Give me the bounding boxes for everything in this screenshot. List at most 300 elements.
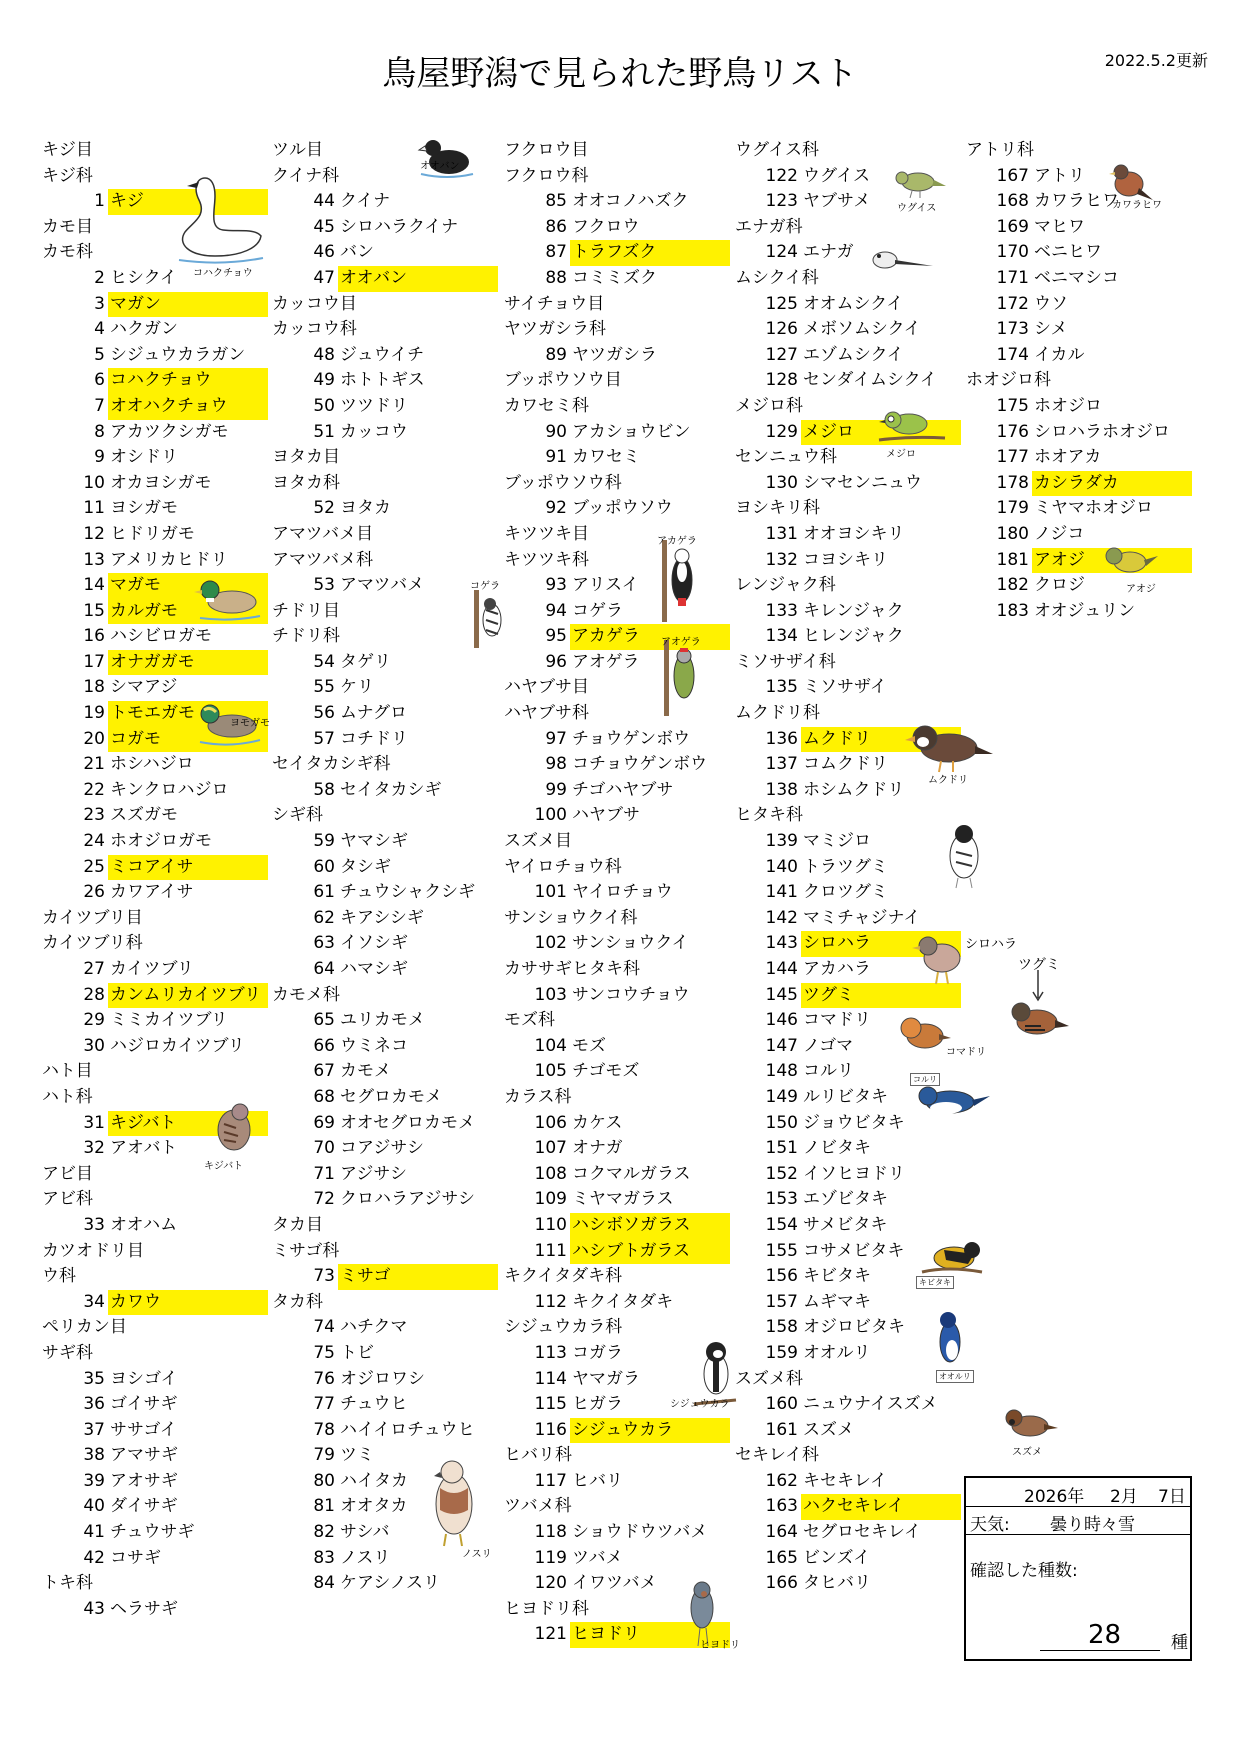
- order-heading: アマツバメ目: [272, 523, 374, 544]
- species-name: ノジコ: [1034, 523, 1085, 544]
- species-name: コヨシキリ: [803, 549, 888, 570]
- species-number: 103: [534, 984, 567, 1005]
- species-number: 172: [996, 293, 1029, 314]
- species-name: コガラ: [572, 1342, 623, 1363]
- family-heading: サンショウクイ科: [504, 907, 638, 928]
- species-number: 145: [765, 984, 798, 1005]
- species-row: [733, 471, 961, 497]
- species-name: バン: [340, 242, 374, 263]
- species-row: [270, 1008, 498, 1034]
- species-name: ヨシガモ: [110, 498, 178, 519]
- species-name: キジバト: [108, 1111, 268, 1137]
- species-row: [270, 880, 498, 906]
- species-row: [270, 957, 498, 983]
- species-row: [40, 1213, 268, 1239]
- species-name: ハイタカ: [340, 1470, 408, 1491]
- species-name: ヒシクイ: [110, 267, 177, 288]
- species-row: [502, 1111, 730, 1137]
- species-number: 169: [996, 216, 1029, 237]
- species-number: 105: [534, 1061, 567, 1082]
- species-name: オオコノハズク: [572, 191, 689, 212]
- species-name: コサメビタキ: [803, 1240, 905, 1261]
- order-heading: ツル目: [272, 140, 323, 160]
- species-row: [733, 880, 961, 906]
- species-row: [40, 880, 268, 906]
- family-heading: タカ科: [272, 1291, 323, 1312]
- species-number: 162: [765, 1470, 798, 1491]
- species-name: クロハラアジサシ: [340, 1189, 475, 1210]
- species-row: [40, 343, 268, 369]
- species-number: 73: [313, 1266, 335, 1287]
- species-name: マガン: [108, 292, 268, 318]
- family-heading: ツバメ科: [504, 1496, 572, 1517]
- species-row: [964, 266, 1192, 292]
- species-name: アオジ: [1032, 548, 1192, 574]
- weather-value: 曇り時々雪: [1050, 1515, 1135, 1535]
- species-number: 10: [83, 472, 105, 493]
- species-row: [270, 420, 498, 446]
- species-row: [40, 957, 268, 983]
- species-number: 93: [545, 575, 567, 596]
- species-name: ヤマシギ: [340, 831, 408, 852]
- species-number: 121: [534, 1624, 567, 1645]
- family-heading: カモ科: [42, 242, 93, 263]
- family-heading: センニュウ科: [735, 447, 837, 468]
- observation-date: [966, 1480, 1190, 1507]
- species-row: [733, 624, 961, 650]
- species-number: 130: [765, 472, 798, 493]
- weather-label: 天気:: [970, 1515, 1010, 1535]
- species-name: ハチクマ: [340, 1317, 408, 1338]
- order-heading: ハヤブサ目: [504, 677, 589, 698]
- family-heading: シギ科: [272, 805, 323, 826]
- list-column-3: [502, 138, 730, 1648]
- species-row: [502, 445, 730, 471]
- species-row: [40, 394, 268, 420]
- species-number: 163: [765, 1496, 798, 1517]
- species-number: 65: [313, 1010, 335, 1031]
- species-number: 8: [94, 421, 105, 442]
- great-spotted-woodpecker-label: アカゲラ: [657, 536, 697, 547]
- species-name: ユリカモメ: [340, 1010, 425, 1031]
- family-heading: スズメ科: [735, 1368, 803, 1389]
- species-name: オオルリ: [803, 1342, 871, 1363]
- species-number: 144: [765, 959, 798, 979]
- species-name: コガモ: [108, 727, 268, 753]
- species-name: ルリビタキ: [803, 1086, 888, 1107]
- species-row: [964, 317, 1192, 343]
- species-number: 87: [545, 242, 567, 263]
- species-name: ウミネコ: [340, 1035, 408, 1056]
- species-name: ミヤマホオジロ: [1034, 498, 1153, 519]
- species-name: タシギ: [340, 856, 391, 877]
- updated-date: 2022.5.2更新: [1104, 51, 1208, 70]
- species-name: ハマシギ: [340, 959, 408, 979]
- family-heading: ヒタキ科: [735, 805, 803, 826]
- species-number: 36: [83, 1394, 105, 1415]
- species-name: ゴイサギ: [110, 1394, 178, 1415]
- thrush-black-illustration: [942, 822, 986, 890]
- species-name: カシラダカ: [1032, 471, 1192, 497]
- species-row: [733, 317, 961, 343]
- weather-row: [966, 1506, 1190, 1535]
- species-row: [502, 803, 730, 829]
- species-name: マヒワ: [1034, 216, 1085, 237]
- species-number: 40: [83, 1496, 105, 1517]
- species-name: ウグイス: [803, 165, 870, 186]
- blue-flycatcher-label: オオルリ: [936, 1370, 974, 1383]
- species-number: 122: [765, 165, 798, 186]
- species-name: ヨシゴイ: [110, 1368, 178, 1389]
- species-number: 152: [765, 1163, 798, 1184]
- species-number: 112: [534, 1291, 567, 1312]
- species-name: オオタカ: [340, 1496, 408, 1517]
- species-row: [733, 599, 961, 625]
- species-number: 114: [534, 1368, 567, 1389]
- order-heading: フクロウ目: [504, 140, 589, 160]
- species-row: [502, 1520, 730, 1546]
- order-heading: キツツキ目: [504, 523, 589, 544]
- species-number: 31: [83, 1112, 105, 1133]
- species-number: 71: [313, 1163, 335, 1184]
- species-row: [40, 1290, 268, 1316]
- species-name: ヤツガシラ: [572, 344, 657, 365]
- family-heading: ヒバリ科: [504, 1445, 572, 1466]
- species-number: 34: [83, 1291, 105, 1312]
- species-name: シロハラ: [801, 931, 961, 957]
- order-heading: タカ目: [272, 1214, 323, 1235]
- species-number: 22: [83, 779, 105, 800]
- species-row: [733, 368, 961, 394]
- species-number: 127: [765, 344, 798, 365]
- species-row: [270, 906, 498, 932]
- species-number: 150: [765, 1112, 798, 1133]
- species-row: [502, 189, 730, 215]
- species-row: [40, 1008, 268, 1034]
- species-row: [733, 1469, 961, 1495]
- species-row: [733, 1341, 961, 1367]
- species-name: エゾムシクイ: [803, 344, 904, 365]
- species-name: ニュウナイスズメ: [803, 1394, 938, 1415]
- turtle-dove-label: キジバト: [204, 1161, 243, 1172]
- species-number: 72: [313, 1189, 335, 1210]
- species-row: [40, 803, 268, 829]
- species-name: ダイサギ: [110, 1496, 178, 1517]
- species-name: アリスイ: [572, 575, 639, 596]
- species-name: ベニヒワ: [1034, 242, 1102, 263]
- species-name: オシドリ: [110, 447, 178, 468]
- species-number: 99: [545, 779, 567, 800]
- species-number: 111: [534, 1240, 567, 1261]
- species-row: [733, 1520, 961, 1546]
- species-name: ホシハジロ: [110, 754, 194, 775]
- species-number: 4: [94, 319, 105, 340]
- observation-year: 2026年: [1024, 1487, 1085, 1507]
- species-name: アマツバメ: [340, 575, 425, 596]
- species-number: 79: [313, 1445, 335, 1466]
- species-name: サンショウクイ: [572, 933, 689, 954]
- species-row: [40, 496, 268, 522]
- order-heading: カツオドリ目: [42, 1240, 144, 1261]
- swan-illustration: [175, 170, 267, 270]
- family-heading: ウ科: [42, 1266, 76, 1287]
- species-number: 18: [83, 677, 105, 698]
- family-heading: トキ科: [42, 1573, 93, 1594]
- coot-illustration: [415, 132, 477, 180]
- species-name: キセキレイ: [803, 1470, 887, 1491]
- pygmy-woodpecker-label: コゲラ: [470, 581, 500, 592]
- list-column-1: [40, 138, 268, 1622]
- species-row: [733, 1392, 961, 1418]
- list-column-4: [733, 138, 961, 1597]
- species-number: 171: [996, 267, 1029, 288]
- species-name: キアシシギ: [340, 907, 424, 928]
- species-number: 175: [996, 395, 1029, 416]
- species-row: [270, 778, 498, 804]
- species-row: [964, 215, 1192, 241]
- species-number: 88: [545, 267, 567, 288]
- species-name: ハイイロチュウヒ: [340, 1419, 475, 1440]
- order-heading: ヨタカ目: [272, 447, 340, 468]
- species-row: [40, 1469, 268, 1495]
- species-number: 59: [313, 831, 335, 852]
- species-name: オオジュリン: [1034, 600, 1136, 621]
- species-name: オジロワシ: [340, 1368, 425, 1389]
- species-name: サンコウチョウ: [572, 984, 690, 1005]
- species-name: ムナグロ: [340, 703, 407, 724]
- species-number: 76: [313, 1368, 335, 1389]
- species-name: セグロセキレイ: [803, 1522, 921, 1543]
- species-name: アオバト: [110, 1138, 178, 1159]
- species-name: カッコウ: [340, 421, 408, 442]
- species-name: イワツバメ: [572, 1573, 657, 1594]
- species-name: オジロビタキ: [803, 1317, 905, 1338]
- species-number: 165: [765, 1547, 798, 1568]
- species-row: [733, 1546, 961, 1572]
- species-name: キレンジャク: [803, 600, 904, 621]
- species-name: コミミズク: [572, 267, 657, 288]
- white-eye-illustration: [875, 404, 947, 446]
- family-heading: クイナ科: [272, 165, 340, 186]
- sparrow-label: スズメ: [1012, 1447, 1042, 1458]
- species-row: [40, 624, 268, 650]
- species-number: 113: [534, 1342, 567, 1363]
- species-row: [502, 266, 730, 292]
- species-number: 32: [83, 1138, 105, 1159]
- family-heading: シジュウカラ科: [504, 1317, 623, 1338]
- species-number: 78: [313, 1419, 335, 1440]
- species-name: トビ: [340, 1342, 374, 1363]
- species-number: 50: [313, 395, 335, 416]
- species-row: [964, 343, 1192, 369]
- species-row: [40, 1546, 268, 1572]
- starling-illustration: [905, 718, 995, 778]
- species-name: コサギ: [110, 1547, 161, 1568]
- species-name: ミミカイツブリ: [110, 1010, 228, 1031]
- species-row: [502, 1290, 730, 1316]
- species-row: [502, 1136, 730, 1162]
- count-unit: 種: [1171, 1633, 1188, 1653]
- species-row: [502, 727, 730, 753]
- species-row: [733, 343, 961, 369]
- species-number: 7: [94, 395, 105, 416]
- species-row: [270, 1367, 498, 1393]
- species-row: [733, 548, 961, 574]
- species-row: [40, 1367, 268, 1393]
- species-number: 128: [765, 370, 798, 391]
- species-name: ツミ: [340, 1445, 374, 1466]
- species-name: シマセンニュウ: [803, 472, 922, 493]
- baikal-teal-label: ヨモガモ: [230, 718, 270, 729]
- species-number: 51: [313, 421, 335, 442]
- species-number: 58: [313, 779, 335, 800]
- species-row: [270, 189, 498, 215]
- species-name: チュウサギ: [110, 1522, 195, 1543]
- species-number: 11: [83, 498, 105, 519]
- species-row: [502, 880, 730, 906]
- species-number: 77: [313, 1394, 335, 1415]
- species-number: 44: [313, 191, 335, 212]
- species-name: オオヨシキリ: [803, 523, 905, 544]
- species-number: 12: [83, 523, 105, 544]
- starling-label: ムクドリ: [928, 775, 968, 786]
- species-row: [733, 855, 961, 881]
- greenfinch-label: カワラヒワ: [1112, 200, 1162, 211]
- species-name: クロジ: [1034, 575, 1085, 596]
- family-heading: カモ目: [42, 216, 93, 237]
- species-row: [270, 343, 498, 369]
- species-number: 61: [313, 882, 335, 903]
- species-row: [40, 420, 268, 446]
- species-number: 173: [996, 319, 1029, 340]
- species-number: 126: [765, 319, 798, 340]
- sparrow-illustration: [1000, 1404, 1060, 1444]
- family-heading: セキレイ科: [735, 1445, 819, 1466]
- species-count: 28: [1088, 1620, 1122, 1650]
- species-row: [502, 1546, 730, 1572]
- species-number: 177: [996, 447, 1029, 468]
- species-number: 6: [94, 370, 105, 391]
- species-number: 136: [765, 728, 798, 749]
- species-number: 27: [83, 959, 105, 979]
- species-row: [964, 496, 1192, 522]
- species-name: ホオジロ: [1034, 395, 1102, 416]
- species-name: ヤマガラ: [572, 1368, 640, 1389]
- species-row: [40, 983, 268, 1009]
- species-number: 161: [765, 1419, 798, 1440]
- species-name: タゲリ: [340, 651, 391, 672]
- species-number: 158: [765, 1317, 798, 1338]
- species-name: ツグミ: [801, 983, 961, 1009]
- species-name: クイナ: [340, 191, 391, 212]
- species-row: [502, 1239, 730, 1265]
- great-tit-label: シジュウカラ: [670, 1399, 730, 1410]
- species-row: [40, 1418, 268, 1444]
- species-name: アカハラ: [803, 959, 871, 979]
- species-number: 108: [534, 1163, 567, 1184]
- species-name: ノビタキ: [803, 1138, 871, 1159]
- species-name: ホオアカ: [1034, 447, 1102, 468]
- species-number: 60: [313, 856, 335, 877]
- species-name: シジュウカラガン: [110, 344, 246, 365]
- order-heading: カイツブリ目: [42, 907, 143, 928]
- species-number: 67: [313, 1061, 335, 1082]
- species-row: [502, 931, 730, 957]
- narcissus-flycatcher-label: キビタキ: [916, 1276, 954, 1289]
- species-name: ヒバリ: [572, 1470, 623, 1491]
- species-row: [270, 1111, 498, 1137]
- species-row: [502, 1162, 730, 1188]
- species-name: アカショウビン: [572, 421, 691, 442]
- species-number: 39: [83, 1470, 105, 1491]
- species-number: 92: [545, 498, 567, 519]
- species-row: [964, 471, 1192, 497]
- species-row: [40, 1392, 268, 1418]
- species-number: 164: [765, 1522, 798, 1543]
- species-name: ヨタカ: [340, 498, 391, 519]
- species-row: [733, 983, 961, 1009]
- species-name: オナガガモ: [108, 650, 268, 676]
- family-heading: ブッポウソウ科: [504, 472, 622, 493]
- species-number: 119: [534, 1547, 567, 1568]
- species-number: 182: [996, 575, 1029, 596]
- species-number: 82: [313, 1522, 335, 1543]
- species-name: コハクチョウ: [108, 368, 268, 394]
- family-heading: アトリ科: [966, 140, 1034, 160]
- species-name: ホトトギス: [340, 370, 425, 391]
- species-number: 160: [765, 1394, 798, 1415]
- species-name: キジ: [108, 189, 268, 215]
- species-number: 81: [313, 1496, 335, 1517]
- species-number: 97: [545, 728, 567, 749]
- observation-day: 7日: [1158, 1487, 1186, 1507]
- species-name: コチョウゲンボウ: [572, 754, 708, 775]
- species-number: 21: [83, 754, 105, 775]
- species-number: 64: [313, 959, 335, 979]
- species-row: [40, 752, 268, 778]
- white-eye-label: メジロ: [886, 449, 916, 460]
- species-number: 137: [765, 754, 798, 775]
- species-row: [270, 266, 498, 292]
- bunting-label: アオジ: [1126, 584, 1156, 595]
- species-row: [733, 675, 961, 701]
- species-row: [733, 1418, 961, 1444]
- species-name: カワアイサ: [110, 882, 194, 903]
- species-number: 159: [765, 1342, 798, 1363]
- family-heading: カワセミ科: [504, 395, 589, 416]
- species-row: [270, 1162, 498, 1188]
- species-row: [502, 1059, 730, 1085]
- species-name: カケス: [572, 1112, 623, 1133]
- species-number: 9: [94, 447, 105, 468]
- species-number: 109: [534, 1189, 567, 1210]
- species-number: 85: [545, 191, 567, 212]
- species-row: [40, 317, 268, 343]
- species-number: 96: [545, 651, 567, 672]
- species-row: [270, 829, 498, 855]
- species-number: 134: [765, 626, 798, 647]
- species-name: ホオジロガモ: [110, 831, 212, 852]
- species-number: 120: [534, 1573, 567, 1594]
- species-row: [270, 368, 498, 394]
- species-number: 80: [313, 1470, 335, 1491]
- family-heading: アビ科: [42, 1189, 93, 1210]
- species-name: ハシボソガラス: [570, 1213, 730, 1239]
- species-number: 49: [313, 370, 335, 391]
- species-number: 138: [765, 779, 798, 800]
- species-row: [964, 420, 1192, 446]
- species-number: 94: [545, 600, 567, 621]
